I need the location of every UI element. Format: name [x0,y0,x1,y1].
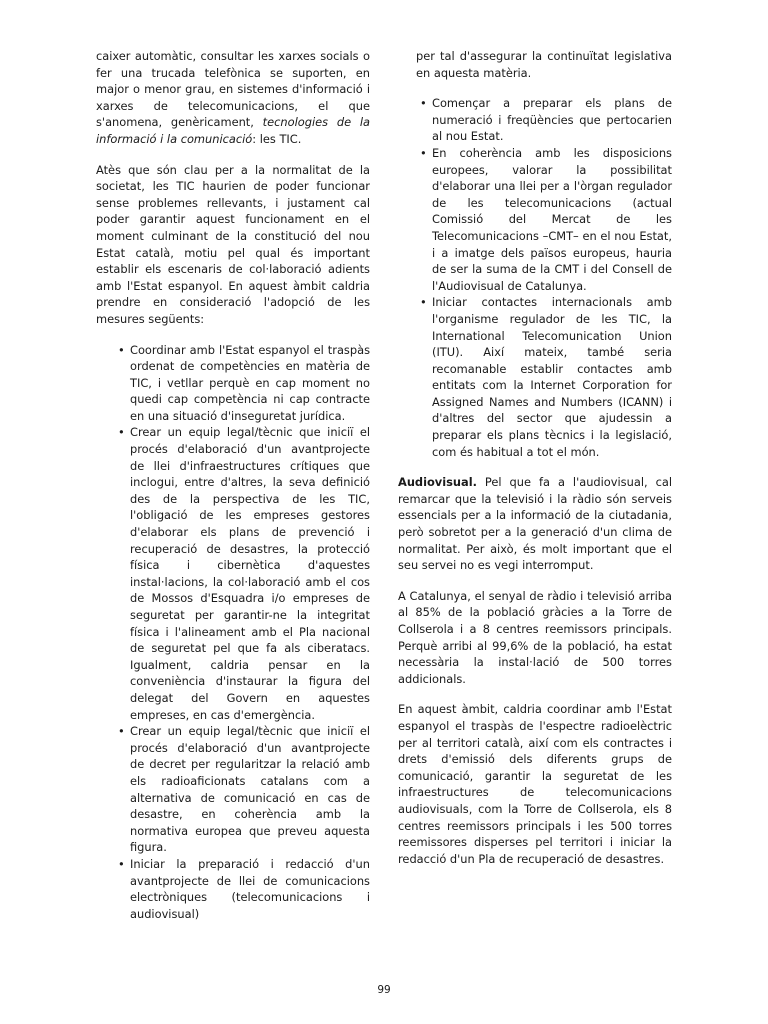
paragraph [96,48,370,148]
paragraph-text: A Catalunya, el senyal de ràdio i televisió arriba al 85% de la població gràcies a la Torre de Collserola i a 8 centres reemissors principals. Perquè arribi al 99,6% de la població, ha estat necessària la instal·lació de 500 torres addicionals. [398,588,672,686]
list-item-text: En coherència amb les disposicions europees, valorar la possibilitat d'elaborar una llei per a l'òrgan regulador de les telecomunicacions (actual Comissió del Mercat de les Telecomunicacions –CMT– en el nou Estat, i a imatge dels països europeus, hauria de ser la suma de la CMT i del Consell de l'Audiovisual de Catalunya. [432,145,672,293]
two-column-layout [96,48,672,936]
paragraph-text: caixer automàtic, consultar les xarxes socials o fer una trucada telefònica se suporten, en major o menor grau, en sistemes d'informació i xarxes de telecomunicacions, el que s'anomena, genèricament, [96,49,370,130]
list-item-text: Iniciar la preparació i redacció d'un avantprojecte de llei de comunicacions electròniques (telecomunicacions i audiovisual) [130,856,370,921]
paragraph [398,701,672,867]
list-item-text: Crear un equip legal/tècnic que iniciï el procés d'elaboració d'un avantprojecte de llei d'infraestructures crítiques que inclogui, entre d'altres, la seva definició des de la perspectiva de les TIC, l'obligació de les empreses gestores d'elaborar els plans de prevenció i recuperació de desastres, la protecció física i cibernètica d'aquestes instal·lacions, la col·laboració amb el cos de Mossos d'Esquadra i/o empreses de seguretat per garantir-ne la integritat física i l'alineament amb el Pla nacional de seguretat pel que fa als ciberatacs. Igualment, caldria pensar en la conveniència d'instaurar la figura del delegat del Govern en aquestes empreses, en cas d'emergència. [130,425,370,722]
paragraph-text: Atès que són clau per a la normalitat de la societat, les TIC haurien de poder funcionar sense problemes rellevants, i justament cal poder garantir aquest funcionament en el moment culminant de la constitució del nou Estat català, motiu pel qual és important establir els escenaris de col·laboració adients amb l'Estat espanyol. En aquest àmbit caldria prendre en consideració l'adopció de les mesures següents: [96,162,370,326]
audiovisual-paragraph [398,474,672,574]
list-item-text: Crear un equip legal/tècnic que iniciï el procés d'elaboració d'un avantprojecte de decret per regularitzar la relació amb els radioaficionats catalans com a alternativa de comunicació en cas de desastre, en coherència amb la normativa europea que preveu aquesta figura. [130,724,370,855]
left-column [96,48,370,936]
paragraph [398,588,672,688]
list-item [114,424,370,723]
continued-list-item-text [398,48,672,81]
paragraph-text: per tal d'assegurar la continuïtat legislativa en aquesta matèria. [416,49,672,80]
list-item [114,342,370,425]
bullet-list [398,95,672,460]
list-item-text: Iniciar contactes internacionals amb l'organisme regulador de les TIC, la International Telecomunication Union (ITU). Així mateix, també seria recomanable establir contactes amb entitats com la Internet Corporation for Assigned Names and Numbers (ICANN) i d'altres del sector que ajudessin a preparar els plans tècnics i la legislació, com és habitual a tot el món. [432,295,672,459]
list-item [416,95,672,145]
paragraph [96,162,370,328]
section-heading-inline: Audiovisual. [398,475,477,490]
right-column [398,48,672,867]
paragraph-text: Pel que fa a l'audiovisual, cal remarcar que la televisió i la ràdio són serveis essencials per a la informació de la ciutadania, però sobretot per a la generació d'un clima de normalitat. Per això, és molt important que el seu servei no es vegi interromput. [398,475,672,573]
list-item [114,723,370,856]
list-item [416,294,672,460]
list-item-text: Començar a preparar els plans de numeració i freqüències que pertocarien al nou Estat. [432,96,672,144]
list-item-text: Coordinar amb l'Estat espanyol el traspàs ordenat de competències en matèria de TIC, i vetllar perquè en cap moment no quedi cap competència ni cap contracte en una situació d'inseguretat jurídica. [130,342,370,423]
list-item [114,856,370,922]
italic-term: tecnologies de la informació i la comunicació [96,115,370,146]
list-item [416,145,672,294]
bullet-list [96,342,370,923]
paragraph-text: En aquest àmbit, caldria coordinar amb l'Estat espanyol el traspàs de l'espectre radioelèctric per al territori català, així com els contractes i drets d'emissió dels diferents grups de comunicació, garantir la seguretat de les infraestructures de telecomunicacions audiovisuals, com la Torre de Collserola, els 8 centres reemissors principals i les 500 torres reemissores disperses pel territori i iniciar la redacció d'un Pla de recuperació de desastres. [398,702,672,866]
paragraph-text-tail: : les TIC. [252,131,302,146]
page-number: 99 [377,984,391,996]
